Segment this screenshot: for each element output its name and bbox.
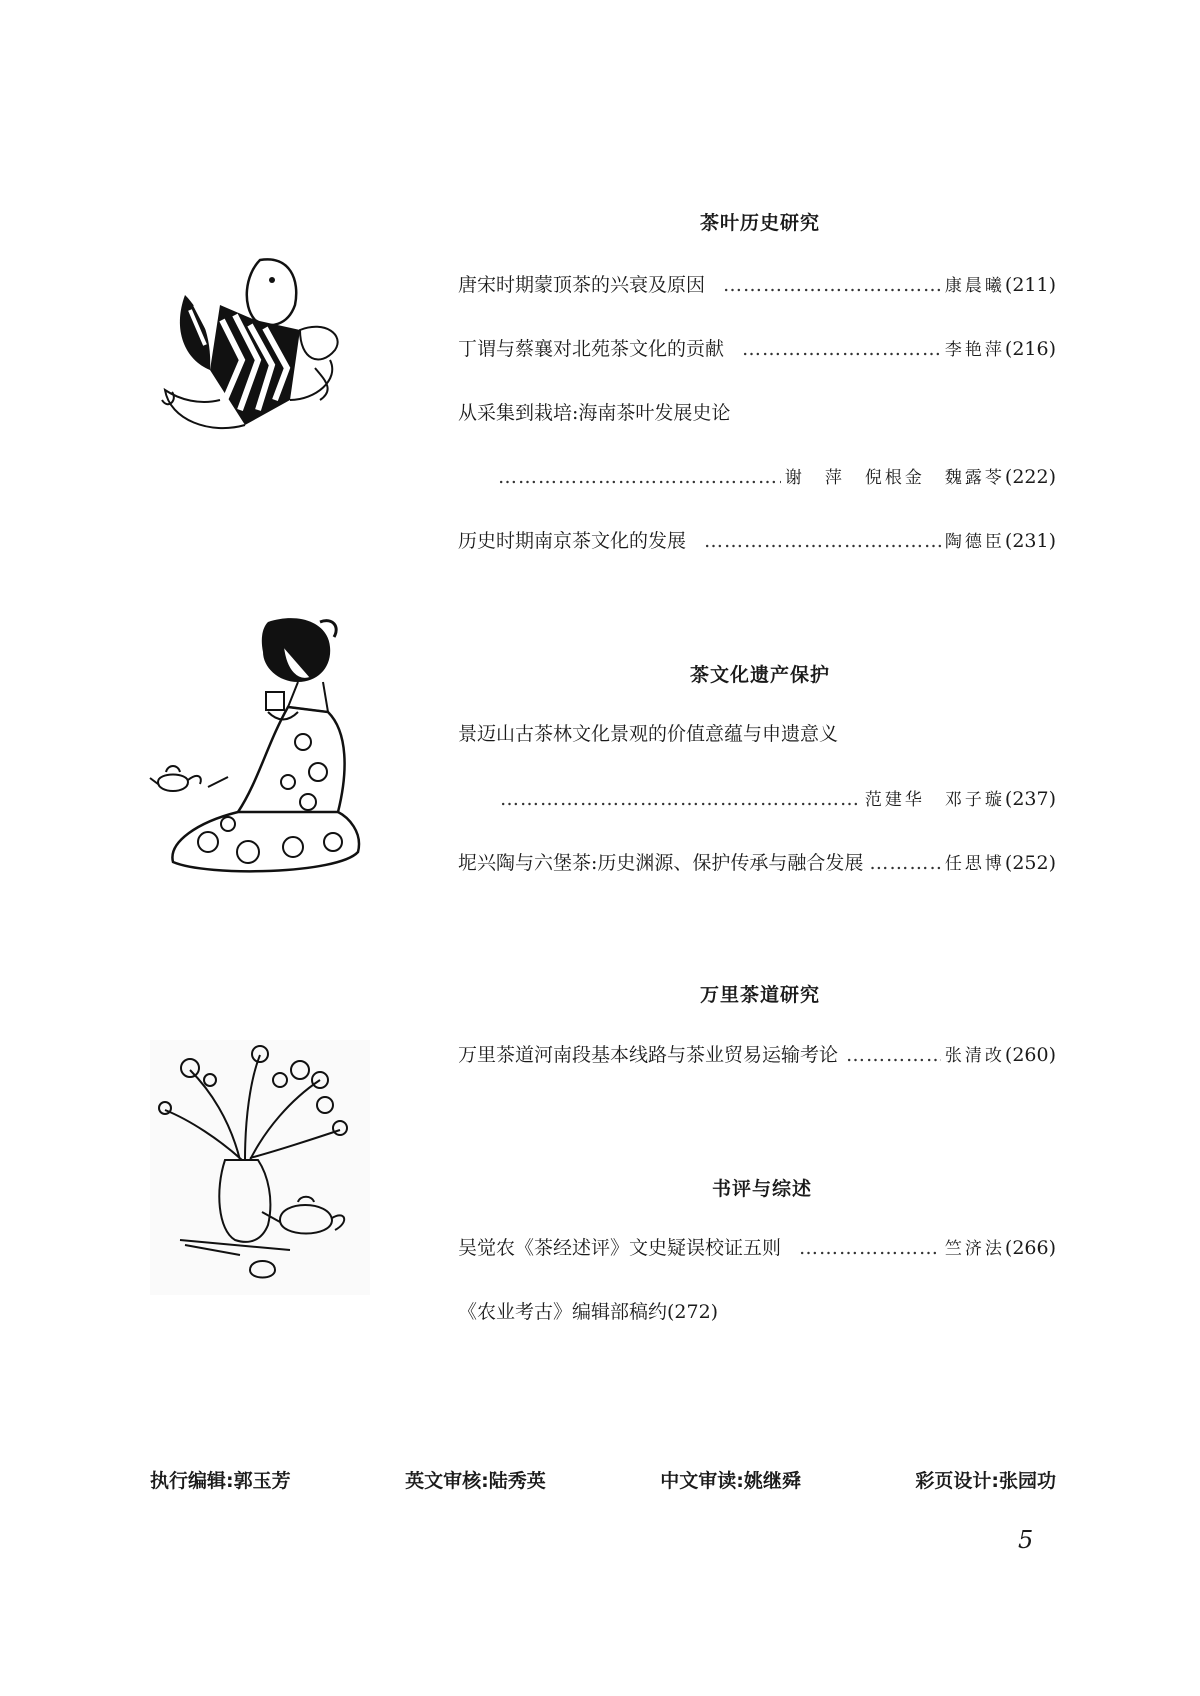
entry-page: (237) <box>1004 788 1056 810</box>
dot-leader <box>869 849 941 877</box>
credit-chinese-review: 中文审读:姚继舜 <box>660 1470 801 1492</box>
dot-leader <box>723 271 941 299</box>
toc-entry-title-line[interactable]: 景迈山古茶林文化景观的价值意蕴与申遗意义 <box>458 723 839 745</box>
entry-author: 康晨曦 <box>944 276 1005 296</box>
toc-entry[interactable]: 《农业考古》编辑部稿约(272) <box>458 1301 719 1323</box>
entry-title: 坭兴陶与六堡茶:历史渊源、保护传承与融合发展 <box>458 852 864 874</box>
entry-title: 丁谓与蔡襄对北苑茶文化的贡献 <box>458 338 725 360</box>
entry-title: 历史时期南京茶文化的发展 <box>458 530 687 552</box>
flower-illustration <box>150 250 350 440</box>
section-title: 茶文化遗产保护 <box>690 664 831 686</box>
entry-page: (211) <box>1004 274 1056 296</box>
toc-entry[interactable] <box>458 335 1056 364</box>
entry-page: (260) <box>1004 1044 1056 1066</box>
entry-title: 吴觉农《茶经述评》文史疑误校证五则 <box>458 1237 782 1259</box>
entry-author: 范建华 邓子璇 <box>864 790 1005 810</box>
section-title: 书评与综述 <box>712 1178 813 1200</box>
entry-title: 唐宋时期蒙顶茶的兴衰及原因 <box>458 274 706 296</box>
entry-author: 竺济法 <box>944 1239 1005 1259</box>
toc-entry[interactable] <box>458 271 1056 300</box>
entry-page: (231) <box>1004 530 1056 552</box>
entry-page: (266) <box>1004 1237 1056 1259</box>
toc-entry[interactable] <box>458 849 1056 878</box>
dot-leader <box>799 1234 941 1262</box>
section-title: 万里茶道研究 <box>700 984 821 1006</box>
entry-author: 谢 萍 倪根金 魏露苓 <box>784 468 1005 488</box>
entry-author: 张清改 <box>944 1046 1005 1066</box>
tea-lady-illustration <box>148 612 370 882</box>
entry-title: 万里茶道河南段基本线路与茶业贸易运输考论 <box>458 1044 839 1066</box>
toc-entry-title-line[interactable]: 从采集到栽培:海南茶叶发展史论 <box>458 402 731 424</box>
page-number: 5 <box>1018 1526 1034 1554</box>
section-title: 茶叶历史研究 <box>700 212 821 234</box>
editorial-credits <box>150 1466 1056 1493</box>
dot-leader <box>500 785 861 813</box>
entry-author: 任思博 <box>944 854 1005 874</box>
entry-page: (222) <box>1004 466 1056 488</box>
toc-entry[interactable] <box>458 1041 1056 1070</box>
dot-leader <box>846 1041 941 1069</box>
toc-entry[interactable] <box>458 1234 1056 1263</box>
entry-author: 李艳萍 <box>944 340 1005 360</box>
credit-executive-editor: 执行编辑:郭玉芳 <box>150 1470 291 1492</box>
toc-entry-continuation[interactable] <box>500 785 1056 814</box>
toc-entry-continuation[interactable] <box>498 463 1056 492</box>
entry-author: 陶德臣 <box>944 532 1005 552</box>
dot-leader <box>704 527 941 555</box>
entry-page: (216) <box>1004 338 1056 360</box>
vase-teapot-illustration <box>150 1040 370 1295</box>
credit-color-design: 彩页设计:张园功 <box>915 1470 1056 1492</box>
toc-entry[interactable] <box>458 527 1056 556</box>
dot-leader <box>742 335 941 363</box>
dot-leader <box>498 463 781 491</box>
entry-page: (252) <box>1004 852 1056 874</box>
credit-english-review: 英文审核:陆秀英 <box>405 1470 546 1492</box>
